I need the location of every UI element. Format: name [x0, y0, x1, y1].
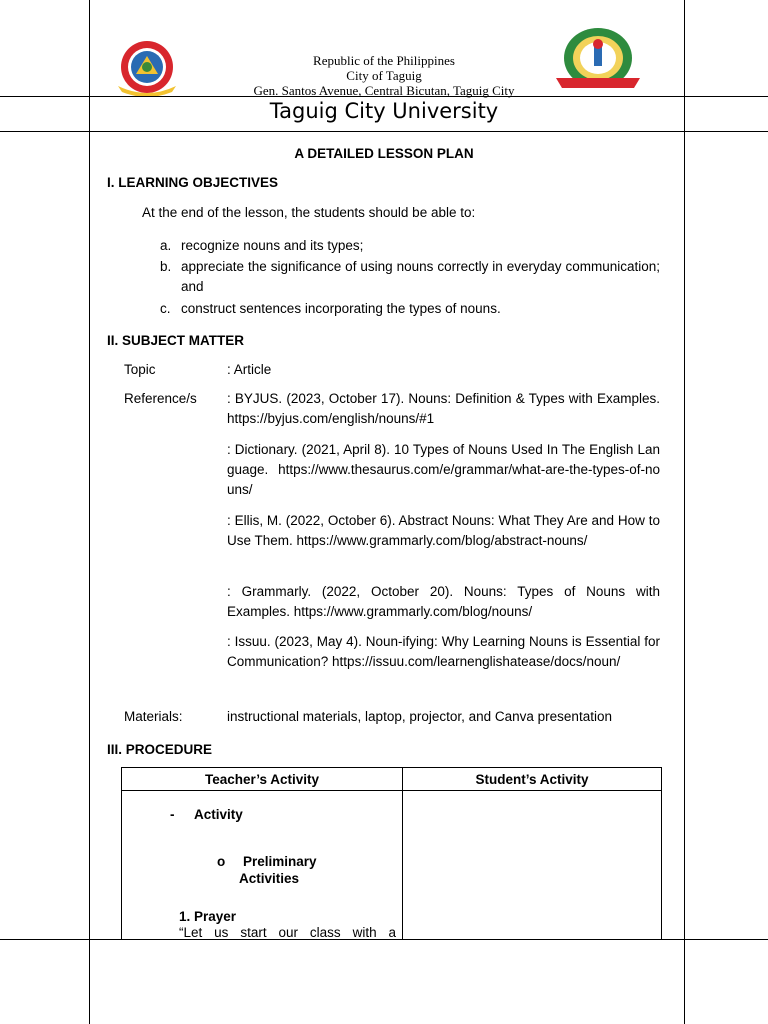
reference-entry: : Ellis, M. (2022, October 6). Abstract Nouns: What They Are and How to Use Them. https://www.grammarly.com/blog/abstract-nouns/: [227, 513, 660, 548]
teacher-activity-cell: [122, 791, 403, 940]
objective-item: construct sentences incorporating the types of nouns.: [181, 301, 501, 316]
objectives-heading: I. LEARNING OBJECTIVES: [107, 175, 279, 190]
address-line: Gen. Santos Avenue, Central Bicutan, Taguig City: [253, 83, 515, 98]
reference-entry: : Issuu. (2023, May 4). Noun-ifying: Why Learning Nouns is Essential for Communication? https://issuu.com/learnenglishatease/docs/noun/: [227, 634, 660, 669]
student-activity-cell: [403, 791, 662, 940]
materials-label: Materials:: [124, 709, 183, 724]
reference-entry: : BYJUS. (2023, October 17). Nouns: Definition & Types with Examples. https://byjus.com/english/nouns/#1: [227, 391, 660, 426]
prayer-label: 1. Prayer: [179, 909, 237, 924]
references-label: Reference/s: [124, 391, 197, 406]
objective-marker: b.: [160, 259, 172, 274]
objective-marker: c.: [160, 301, 171, 316]
topic-label: Topic: [124, 362, 156, 377]
prayer-text: “Let us start our class with a: [179, 925, 396, 940]
preliminary-label: Preliminary: [243, 854, 317, 869]
objective-item: recognize nouns and its types;: [181, 238, 364, 253]
reference-entry: : Grammarly. (2022, October 20). Nouns: Types of Nouns with Examples. https://www.grammarly.com/blog/nouns/: [227, 584, 660, 619]
objective-marker: a.: [160, 238, 172, 253]
materials-value: instructional materials, laptop, projector, and Canva presentation: [227, 709, 612, 724]
subject-heading: II. SUBJECT MATTER: [107, 333, 245, 348]
procedure-heading: III. PROCEDURE: [107, 742, 213, 757]
reference-entry: : Dictionary. (2021, April 8). 10 Types of Nouns Used In The English Language. https://www.thesaurus.com/e/grammar/what-are-the-types-of-nouns/: [227, 442, 660, 497]
objectives-intro: At the end of the lesson, the students should be able to:: [142, 205, 476, 220]
procedure-table: [121, 767, 662, 940]
activity-marker: -: [170, 807, 175, 822]
header-bottom-rule: [0, 131, 768, 132]
university-name: Taguig City University: [269, 99, 499, 123]
university-seal-left-icon: [108, 40, 186, 96]
city-line: City of Taguig: [346, 68, 422, 83]
preliminary-label: Activities: [239, 871, 300, 886]
student-activity-header: Student’s Activity: [403, 768, 662, 791]
document-title: A DETAILED LESSON PLAN: [294, 146, 474, 161]
institution-header: [200, 53, 568, 98]
preliminary-marker: o: [217, 854, 226, 869]
topic-value: : Article: [227, 362, 272, 377]
republic-line: Republic of the Philippines: [313, 53, 455, 68]
objective-item: appreciate the significance of using nouns correctly in everyday communication; and: [181, 259, 660, 294]
teacher-activity-header: Teacher’s Activity: [122, 768, 403, 791]
activity-label: Activity: [194, 807, 243, 822]
